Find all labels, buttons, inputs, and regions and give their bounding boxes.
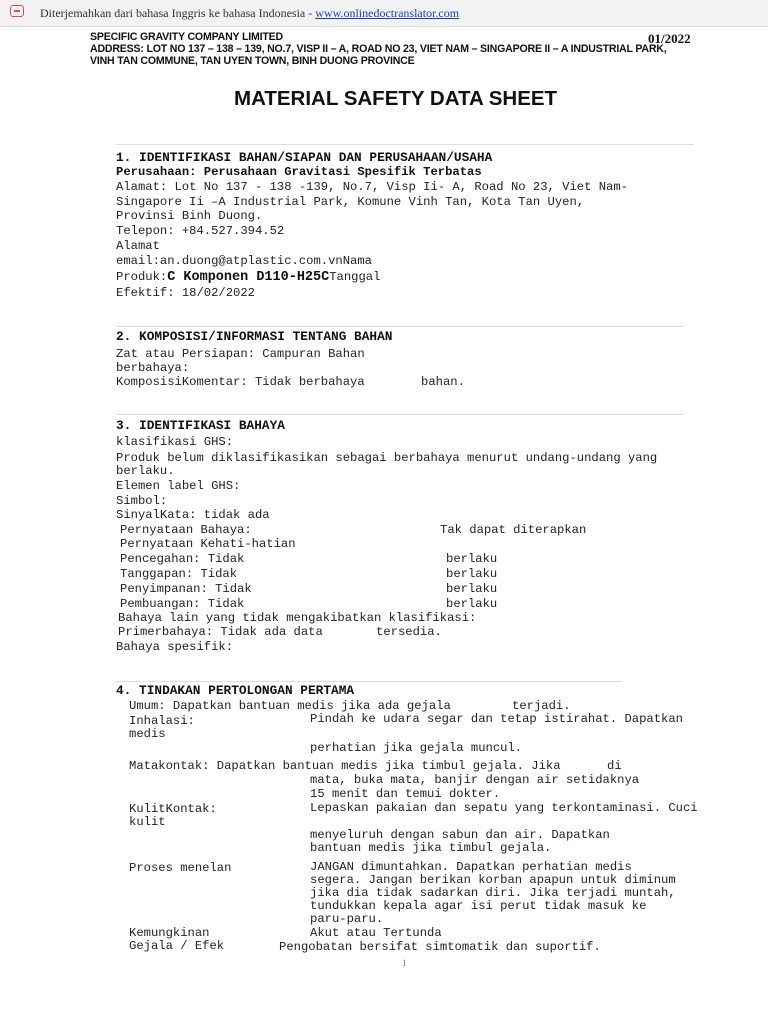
- composition-line-2: berbahaya:: [116, 361, 190, 375]
- ghs-classification: klasifikasi GHS:: [116, 435, 234, 449]
- section-divider: [116, 681, 622, 682]
- eye-contact-line-end: di: [607, 759, 622, 773]
- eye-contact-text-2: mata, buka mata, banjir dengan air setidaknya: [310, 773, 640, 787]
- translation-banner: [0, 0, 768, 27]
- composition-comment: KomposisiKomentar: Tidak berbahaya: [116, 375, 365, 389]
- skin-contact-text-2: menyeluruh dengan sabun dan air. Dapatkan: [310, 828, 610, 842]
- ingestion-text-1: JANGAN dimuntahkan. Dapatkan perhatian medis: [310, 860, 632, 874]
- response-line: Tanggapan: Tidak: [120, 567, 238, 581]
- storage-value: berlaku: [446, 582, 498, 596]
- tanggal-label: Tanggal: [329, 270, 381, 284]
- inhalation-label-cont: medis: [129, 727, 166, 741]
- storage-line: Penyimpanan: Tidak: [120, 582, 252, 596]
- response-value: berlaku: [446, 567, 498, 581]
- product-label: Produk:: [116, 270, 168, 284]
- other-hazards-line: Bahaya lain yang tidak mengakibatkan klasifikasi:: [118, 611, 477, 625]
- translator-link[interactable]: www.onlinedoctranslator.com: [315, 6, 460, 20]
- disposal-value: berlaku: [446, 597, 498, 611]
- company-line: Perusahaan: Perusahaan Gravitasi Spesifik Terbatas: [116, 165, 482, 179]
- symptoms-label-1: Kemungkinan: [129, 926, 210, 940]
- disposal-line: Pembuangan: Tidak: [120, 597, 245, 611]
- skin-contact-label-cont: kulit: [129, 815, 166, 829]
- specific-hazard-line: Bahaya spesifik:: [116, 640, 234, 654]
- banner-label: Diterjemahkan dari bahasa Inggris ke bahasa Indonesia -: [40, 6, 316, 20]
- document-date: 01/2022: [648, 31, 691, 46]
- inhalation-label: Inhalasi:: [129, 714, 195, 728]
- company-name: SPECIFIC GRAVITY COMPANY LIMITED: [90, 31, 283, 43]
- ingestion-text-5: paru-paru.: [310, 912, 384, 926]
- prevention-line: Pencegahan: Tidak: [120, 552, 245, 566]
- symptoms-label-2: Gejala / Efek: [129, 939, 225, 953]
- banner-text: [40, 6, 459, 21]
- hazard-statement-label: Pernyataan Bahaya:: [120, 523, 252, 537]
- skin-contact-label: KulitKontak:: [129, 802, 217, 816]
- section-4-heading: 4. TINDAKAN PERTOLONGAN PERTAMA: [116, 683, 355, 698]
- skin-contact-text-3: bantuan medis jika timbul gejala.: [310, 841, 552, 855]
- eye-contact-line: Matakontak: Dapatkan bantuan medis jika timbul gejala. Jika: [129, 759, 561, 773]
- section-2-heading: 2. KOMPOSISI/INFORMASI TENTANG BAHAN: [116, 329, 393, 344]
- ingestion-text-2: segera. Jangan berikan korban apapun untuk diminum: [310, 873, 676, 887]
- signal-word-line: SinyalKata: tidak ada: [116, 508, 270, 522]
- ingestion-text-4: tundukkan kepala agar isi perut tidak masuk ke: [310, 899, 647, 913]
- prevention-value: berlaku: [446, 552, 498, 566]
- primary-hazard-line: Primerbahaya: Tidak ada data: [118, 625, 323, 639]
- company-address-line1: ADDRESS: LOT NO 137 – 138 – 139, NO.7, VISP II – A, ROAD NO 23, VIET NAM – SINGAPORE II – A INDUSTRIAL PARK,: [90, 43, 667, 55]
- ghs-label-elements: Elemen label GHS:: [116, 479, 241, 493]
- composition-comment-end: bahan.: [421, 375, 465, 389]
- address-line-3: Provinsi Binh Duong.: [116, 209, 263, 223]
- section-divider: [116, 326, 684, 327]
- alamat-line: Alamat: [116, 239, 160, 253]
- precautionary-statement: Pernyataan Kehati-hatian: [120, 537, 296, 551]
- primary-hazard-end: tersedia.: [376, 625, 442, 639]
- hazard-text-1: Produk belum diklasifikasikan sebagai berbahaya menurut undang-undang yang: [116, 451, 658, 465]
- symptoms-text-2: Pengobatan bersifat simtomatik dan suportif.: [279, 940, 601, 954]
- section-divider: [116, 414, 684, 415]
- document-title: MATERIAL SAFETY DATA SHEET: [234, 87, 558, 110]
- address-line-1: Alamat: Lot No 137 - 138 -139, No.7, Visp Ii- A, Road No 23, Viet Nam-: [116, 180, 628, 194]
- phone-line: Telepon: +84.527.394.52: [116, 224, 285, 238]
- company-address-line2: VINH TAN COMMUNE, TAN UYEN TOWN, BINH DUONG PROVINCE: [90, 55, 415, 67]
- product-name: C Komponen D110-H25C: [167, 270, 330, 285]
- composition-line-1: Zat atau Persiapan: Campuran Bahan: [116, 347, 365, 361]
- inhalation-text-1: Pindah ke udara segar dan tetap istirahat. Dapatkan: [310, 712, 683, 726]
- eye-contact-text-3: 15 menit dan temui dokter.: [310, 787, 501, 801]
- section-divider: [116, 144, 694, 145]
- product-line: [116, 270, 380, 286]
- section-1-heading: 1. IDENTIFIKASI BAHAN/SIAPAN DAN PERUSAHAAN/USAHA: [116, 150, 493, 165]
- page-number: 1: [402, 958, 407, 968]
- effective-date-line: Efektif: 18/02/2022: [116, 286, 255, 300]
- document-icon: [10, 5, 24, 17]
- hazard-text-2: berlaku.: [116, 464, 175, 478]
- hazard-statement-value: Tak dapat diterapkan: [440, 523, 587, 537]
- address-line-2: Singapore Ii –A Industrial Park, Komune Vinh Tan, Kota Tan Uyen,: [116, 195, 585, 209]
- ingestion-text-3: jika dia tidak sadarkan diri. Jika terjadi muntah,: [310, 886, 676, 900]
- skin-contact-text-1: Lepaskan pakaian dan sepatu yang terkontaminasi. Cuci: [310, 801, 698, 815]
- symptoms-text-1: Akut atau Tertunda: [310, 926, 442, 940]
- inhalation-text-2: perhatian jika gejala muncul.: [310, 741, 523, 755]
- general-line-end: terjadi.: [512, 699, 571, 713]
- ingestion-label: Proses menelan: [129, 861, 232, 875]
- email-line: email:an.duong@atplastic.com.vnNama: [116, 254, 372, 268]
- section-3-heading: 3. IDENTIFIKASI BAHAYA: [116, 418, 285, 433]
- symbol-line: Simbol:: [116, 494, 168, 508]
- general-line: Umum: Dapatkan bantuan medis jika ada gejala: [129, 699, 451, 713]
